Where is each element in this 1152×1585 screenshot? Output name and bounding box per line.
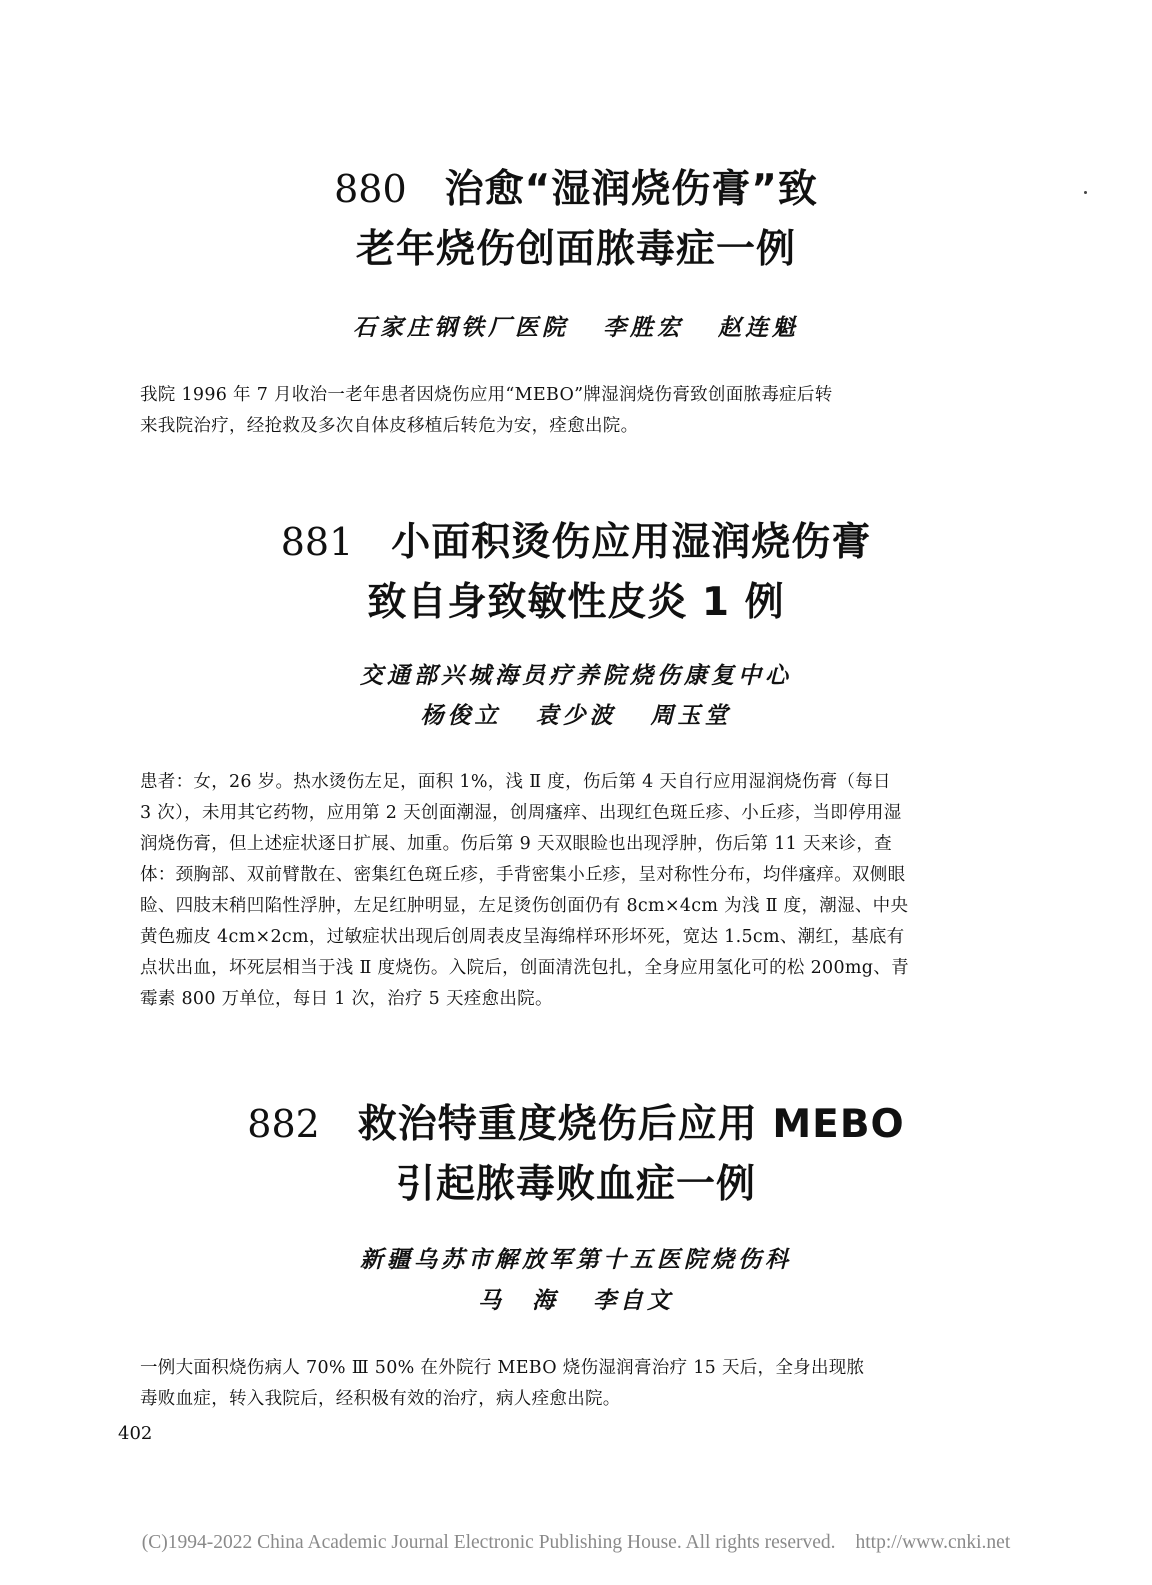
author-name: 李自文 (593, 1287, 674, 1314)
article-number: 882 (247, 1102, 320, 1146)
author-name: 周玉堂 (650, 702, 732, 729)
author-name: 袁少波 (535, 702, 617, 729)
title-line (0, 512, 1152, 573)
body-line: 点状出血，坏死层相当于浅 Ⅱ 度烧伤。入院后，创面清洗包扎，全身应用氢化可的松 200mg、青 (140, 958, 909, 978)
article-number: 880 (334, 167, 407, 211)
article-880-authors (0, 309, 1152, 347)
body-line: 患者：女，26 岁。热水烫伤左足，面积 1%，浅 Ⅱ 度，伤后第 4 天自行应用湿润烧伤膏（每日 (140, 772, 891, 792)
article-882-body (140, 1353, 955, 1415)
article-number: 881 (280, 520, 354, 564)
article-881-authors (0, 697, 1152, 735)
article-880-title (0, 159, 1152, 280)
article-880-body (140, 380, 955, 442)
copyright-footer (0, 1532, 1152, 1554)
body-line: 霉素 800 万单位，每日 1 次，治疗 5 天痊愈出院。 (140, 989, 553, 1009)
author-name: 赵连魁 (718, 314, 799, 341)
article-881-body (140, 767, 955, 1015)
author-name: 杨俊立 (420, 702, 502, 729)
body-line: 来我院治疗，经抢救及多次自体皮移植后转危为安，痊愈出院。 (140, 416, 639, 436)
copyright-text: (C)1994-2022 China Academic Journal Electronic Publishing House. All rights reserved. (141, 1532, 836, 1553)
affiliation: 石家庄钢铁厂医院 (353, 314, 569, 341)
article-882-affiliation (0, 1241, 1152, 1279)
body-line: 黄色痂皮 4cm×2cm，过敏症状出现后创周表皮呈海绵样环形坏死，宽达 1.5cm、潮红，基底有 (140, 927, 905, 947)
title-line: 引起脓毒败血症一例 (395, 1162, 756, 1207)
body-line: 睑、四肢末稍凹陷性浮肿，左足红肿明显，左足烫伤创面仍有 8cm×4cm 为浅 Ⅱ 度，潮湿、中央 (140, 896, 909, 916)
scan-speck (1084, 191, 1087, 194)
affiliation: 交通部兴城海员疗养院烧伤康复中心 (360, 662, 792, 689)
body-line: 我院 1996 年 7 月收治一老年患者因烧伤应用“MEBO”牌湿润烧伤膏致创面脓毒症后转 (140, 385, 833, 405)
author-name: 马 海 (478, 1287, 559, 1314)
footer-link[interactable]: http://www.cnki.net (855, 1532, 1011, 1553)
page-number: 402 (118, 1423, 153, 1444)
title-text: 治愈“湿润烧伤膏”致 (444, 167, 818, 212)
author-name: 李胜宏 (603, 314, 684, 341)
body-line: 体：颈胸部、双前臂散在、密集红色斑丘疹，手背密集小丘疹，呈对称性分布，均伴瘙痒。双侧眼 (140, 865, 906, 885)
title-line: 老年烧伤创面脓毒症一例 (355, 227, 796, 272)
title-line: 致自身致敏性皮炎 1 例 (367, 580, 785, 625)
title-line (0, 159, 1152, 220)
article-881-affiliation (0, 657, 1152, 695)
body-line: 3 次），未用其它药物，应用第 2 天创面潮湿，创周瘙痒、出现红色斑丘疹、小丘疹，当即停用湿 (140, 803, 902, 823)
body-line: 一例大面积烧伤病人 70% Ⅲ 50% 在外院行 MEBO 烧伤湿润膏治疗 15 天后，全身出现脓 (140, 1358, 865, 1378)
title-text: 小面积烫伤应用湿润烧伤膏 (391, 520, 872, 565)
article-882-title (0, 1094, 1152, 1215)
body-line: 润烧伤膏，但上述症状逐日扩展、加重。伤后第 9 天双眼睑也出现浮肿，伤后第 11 天来诊，查 (140, 834, 892, 854)
affiliation: 新疆乌苏市解放军第十五医院烧伤科 (360, 1246, 792, 1273)
title-line (0, 1094, 1152, 1155)
body-line: 毒败血症，转入我院后，经积极有效的治疗，病人痊愈出院。 (140, 1389, 621, 1409)
article-881-title (0, 512, 1152, 633)
title-text: 救治特重度烧伤后应用 MEBO (357, 1102, 905, 1147)
article-882-authors (0, 1282, 1152, 1320)
